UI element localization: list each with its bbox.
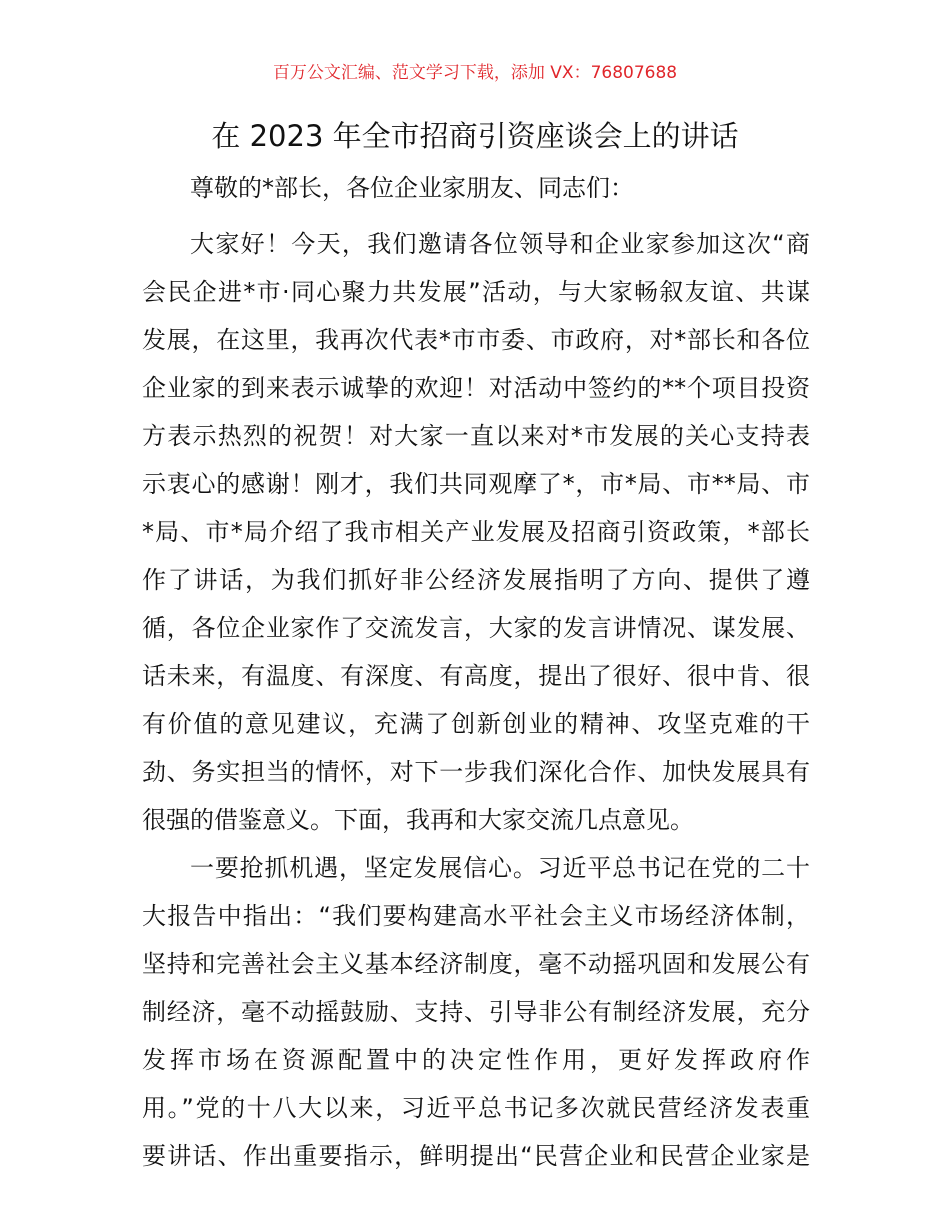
paragraph-line: 循，各位企业家作了交流发言，大家的发言讲情况、谋发展、 xyxy=(142,614,810,642)
paragraph-line: 发展，在这里，我再次代表*市市委、市政府，对*部长和各位 xyxy=(142,326,810,354)
paragraph-line: 很强的借鉴意义。下面，我再和大家交流几点意见。 xyxy=(142,806,694,834)
paragraph-line: 制经济，毫不动摇鼓励、支持、引导非公有制经济发展，充分 xyxy=(142,998,810,1026)
paragraph xyxy=(142,224,810,848)
paragraph-line: *局、市*局介绍了我市相关产业发展及招商引资政策，*部长 xyxy=(142,518,810,546)
paragraphs xyxy=(142,224,810,1184)
paragraph-line: 方表示热烈的祝贺！对大家一直以来对*市发展的关心支持表 xyxy=(142,422,810,450)
paragraph-line: 发挥市场在资源配置中的决定性作用，更好发挥政府作 xyxy=(142,1046,810,1074)
paragraph-line: 用。”党的十八大以来，习近平总书记多次就民营经济发表重 xyxy=(142,1094,810,1122)
paragraph-line: 要讲话、作出重要指示，鲜明提出“民营企业和民营企业家是 xyxy=(142,1142,810,1170)
paragraph-line: 有价值的意见建议，充满了创新创业的精神、攻坚克难的干 xyxy=(142,710,810,738)
watermark-header: 百万公文汇编、范文学习下载，添加 VX：76807688 xyxy=(272,63,678,83)
paragraph-line: 企业家的到来表示诚挚的欢迎！对活动中签约的**个项目投资 xyxy=(142,374,810,402)
paragraph-line: 会民企进*市·同心聚力共发展”活动，与大家畅叙友谊、共谋 xyxy=(142,278,810,306)
paragraph-line: 大家好！今天，我们邀请各位领导和企业家参加这次“商 xyxy=(190,230,810,258)
paragraph-line: 示衷心的感谢！刚才，我们共同观摩了*，市*局、市**局、市 xyxy=(142,470,810,498)
paragraph-line: 话未来，有温度、有深度、有高度，提出了很好、很中肯、很 xyxy=(142,662,810,690)
salutation: 尊敬的*部长，各位企业家朋友、同志们： xyxy=(190,174,634,202)
paragraph-line: 作了讲话，为我们抓好非公经济发展指明了方向、提供了遵 xyxy=(142,566,810,594)
paragraph-line: 劲、务实担当的情怀，对下一步我们深化合作、加快发展具有 xyxy=(142,758,810,786)
paragraph-line: 一要抢抓机遇，坚定发展信心。习近平总书记在党的二十 xyxy=(190,854,810,882)
document-title: 在 2023 年全市招商引资座谈会上的讲话 xyxy=(211,119,739,153)
document-body xyxy=(142,168,810,1184)
paragraph-line: 大报告中指出：“我们要构建高水平社会主义市场经济体制， xyxy=(142,902,810,930)
paragraph-line: 坚持和完善社会主义基本经济制度，毫不动摇巩固和发展公有 xyxy=(142,950,810,978)
paragraph xyxy=(142,848,810,1184)
